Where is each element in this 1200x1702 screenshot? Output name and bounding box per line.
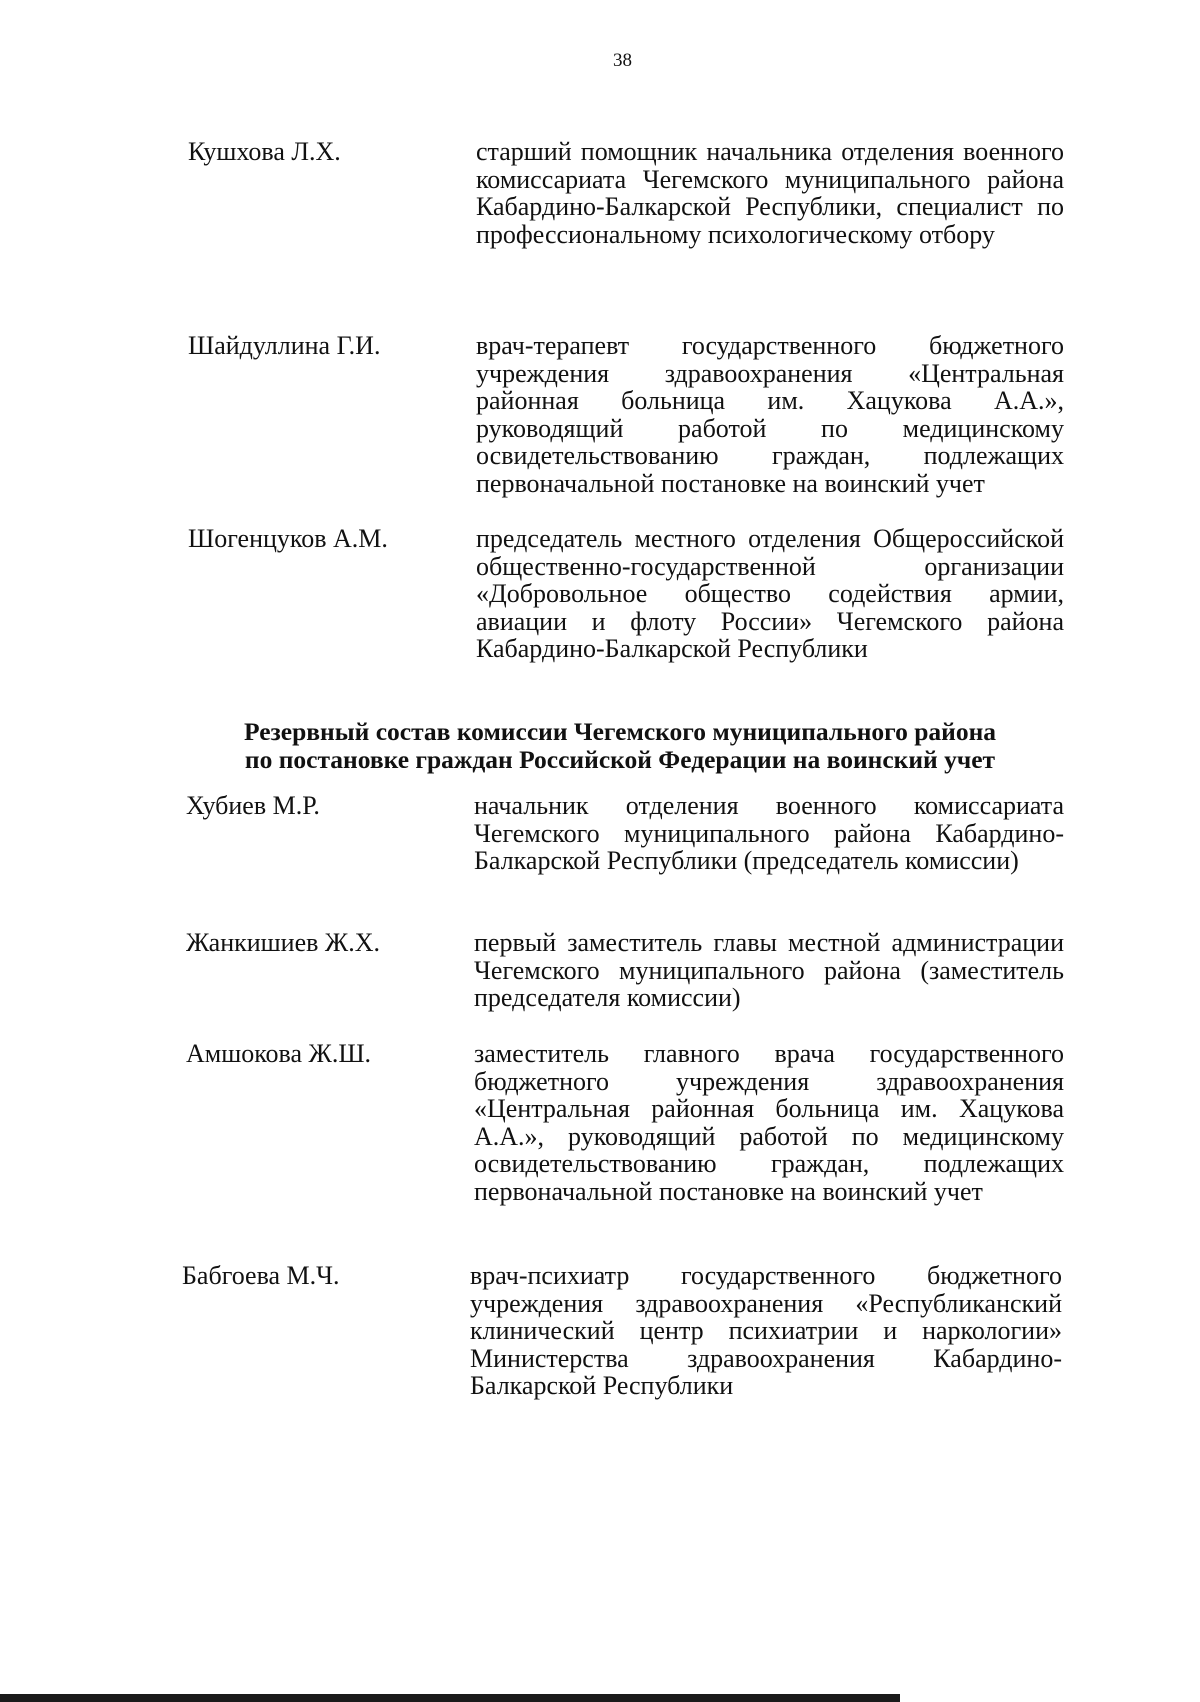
reserve-section-heading	[180, 718, 1060, 774]
member-description: врач-терапевт государственного бюджетного учреждения здравоохранения «Центральная районная больница им. Хацукова А.А.», руководящий работой по медицинскому освидетельствованию граждан, подлежащих первоначальной постановке на воинский учет	[476, 331, 1064, 498]
member-description: старший помощник начальника отделения военного комиссариата Чегемского муниципального района Кабардино-Балкарской Республики, специалист по профессиональному психологическому отбору	[476, 137, 1064, 249]
member-name: Хубиев М.Р.	[186, 791, 320, 820]
member-description: первый заместитель главы местной администрации Чегемского муниципального района (заместитель председателя комиссии)	[474, 928, 1064, 1012]
member-description: председатель местного отделения Общероссийской общественно-государственной организации «Добровольное общество содействия армии, авиации и флоту России» Чегемского района Кабардино-Балкарской Республики	[476, 524, 1064, 663]
member-description: врач-психиатр государственного бюджетного учреждения здравоохранения «Республиканский клинический центр психиатрии и наркологии» Министерства здравоохранения Кабардино-Балкарской Республики	[470, 1261, 1062, 1400]
member-description: заместитель главного врача государственного бюджетного учреждения здравоохранения «Центральная районная больница им. Хацукова А.А.», руководящий работой по медицинскому освидетельствованию граждан, подлежащих первоначальной постановке на воинский учет	[474, 1039, 1064, 1206]
member-name: Кушхова Л.Х.	[188, 137, 341, 166]
reserve-heading-line-2: по постановке граждан Российской Федерации на воинский учет	[244, 745, 996, 774]
member-description: начальник отделения военного комиссариата Чегемского муниципального района Кабардино-Балкарской Республики (председатель комиссии)	[474, 791, 1064, 875]
page-number: 38	[613, 50, 632, 71]
member-name: Амшокова Ж.Ш.	[186, 1039, 372, 1068]
member-name: Шайдуллина Г.И.	[188, 331, 381, 360]
member-name: Бабгоева М.Ч.	[182, 1261, 340, 1290]
member-name: Жанкишиев Ж.Х.	[186, 928, 380, 957]
scan-edge-rule	[0, 1694, 900, 1702]
reserve-heading-line-1: Резервный состав комиссии Чегемского муниципального района	[243, 717, 997, 746]
member-name: Шогенцуков А.М.	[188, 524, 388, 553]
